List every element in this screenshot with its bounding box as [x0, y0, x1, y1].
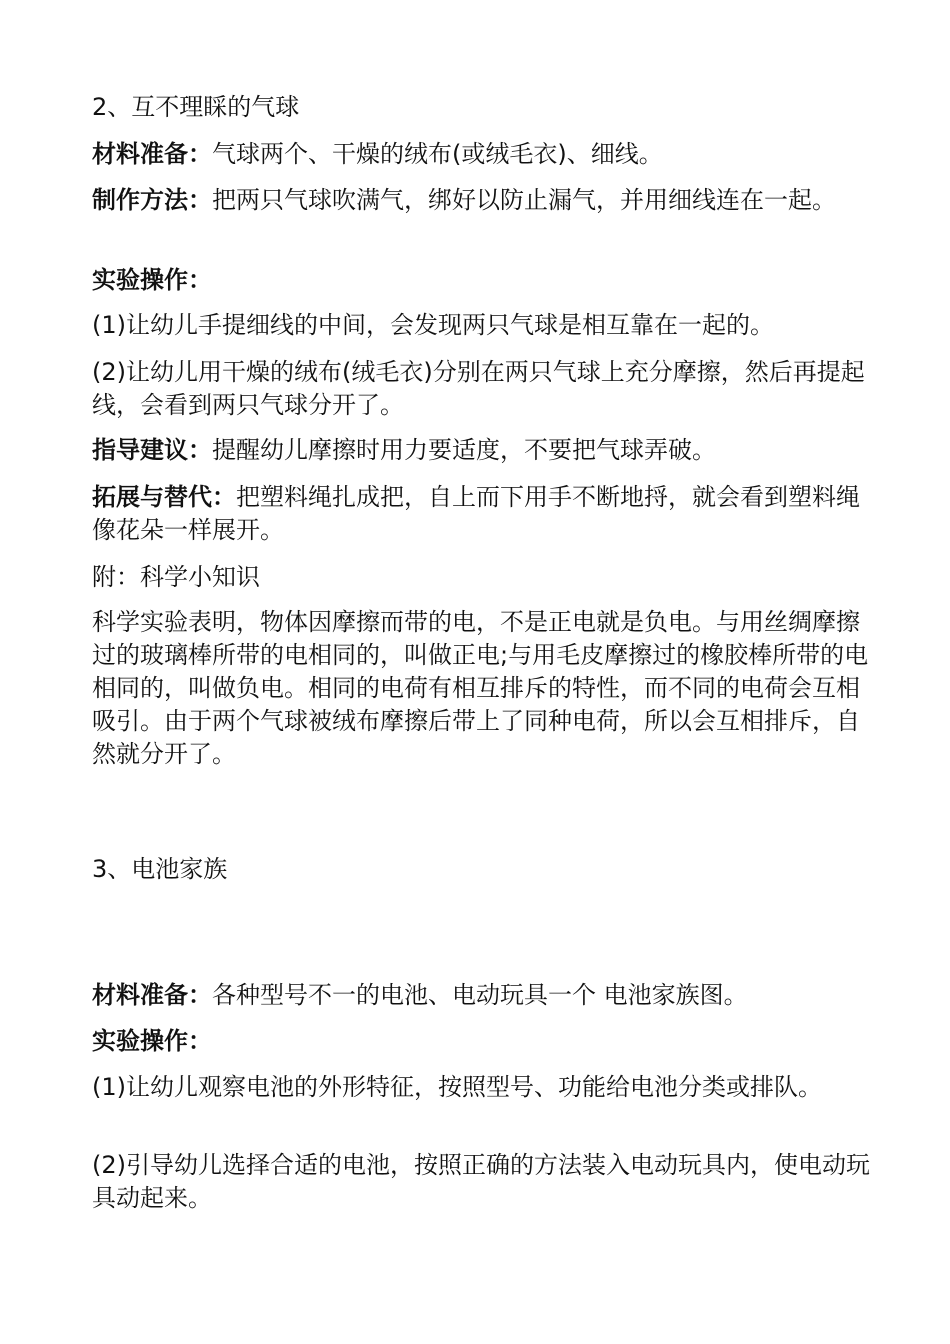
operation-step-1: (1)让幼儿手提细线的中间，会发现两只气球是相互靠在一起的。	[92, 311, 774, 339]
method-label: 制作方法：	[92, 186, 212, 214]
materials-text: 气球两个、干燥的绒布(或绒毛衣)、细线。	[212, 140, 663, 168]
extension-paragraph	[92, 481, 872, 547]
extension-text: 把塑料绳扎成把，自上而下用手不断地捋，就会看到塑料绳像花朵一样展开。	[92, 483, 860, 544]
operation-step-2: (2)让幼儿用干燥的绒布(绒毛衣)分别在两只气球上充分摩擦，然后再提起线，会看到两只气球分开了。	[92, 358, 865, 419]
method-text: 把两只气球吹满气，绑好以防止漏气，并用细线连在一起。	[212, 186, 836, 214]
materials-paragraph	[92, 138, 872, 171]
sec3-materials-paragraph	[92, 979, 872, 1012]
advice-paragraph	[92, 434, 872, 467]
sec3-operations-label: 实验操作：	[92, 1027, 212, 1055]
sec3-operation-step-2: (2)引导幼儿选择合适的电池，按照正确的方法装入电动玩具内，使电动玩具动起来。	[92, 1151, 870, 1212]
sec3-materials-text: 各种型号不一的电池、电动玩具一个 电池家族图。	[212, 981, 748, 1009]
method-paragraph	[92, 184, 872, 217]
extension-label: 拓展与替代：	[92, 483, 236, 511]
sec3-materials-label: 材料准备：	[92, 981, 212, 1009]
science-knowledge-paragraph: 科学实验表明，物体因摩擦而带的电，不是正电就是负电。与用丝绸摩擦过的玻璃棒所带的电相同的，叫做正电;与用毛皮摩擦过的橡胶棒所带的电相同的，叫做负电。相同的电荷有相互排斥的特性，而不同的电荷会互相吸引。由于两个气球被绒布摩擦后带上了同种电荷，所以会互相排斥，自然就分开了。	[92, 608, 869, 768]
advice-text: 提醒幼儿摩擦时用力要适度，不要把气球弄破。	[212, 436, 716, 464]
advice-label: 指导建议：	[92, 436, 212, 464]
section-3-title: 3、电池家族	[92, 855, 228, 883]
appendix-heading: 附：科学小知识	[92, 563, 260, 591]
section-2-title: 2、互不理睬的气球	[92, 93, 300, 121]
materials-label: 材料准备：	[92, 140, 212, 168]
operations-label: 实验操作：	[92, 266, 212, 294]
sec3-operation-step-1: (1)让幼儿观察电池的外形特征，按照型号、功能给电池分类或排队。	[92, 1073, 822, 1101]
